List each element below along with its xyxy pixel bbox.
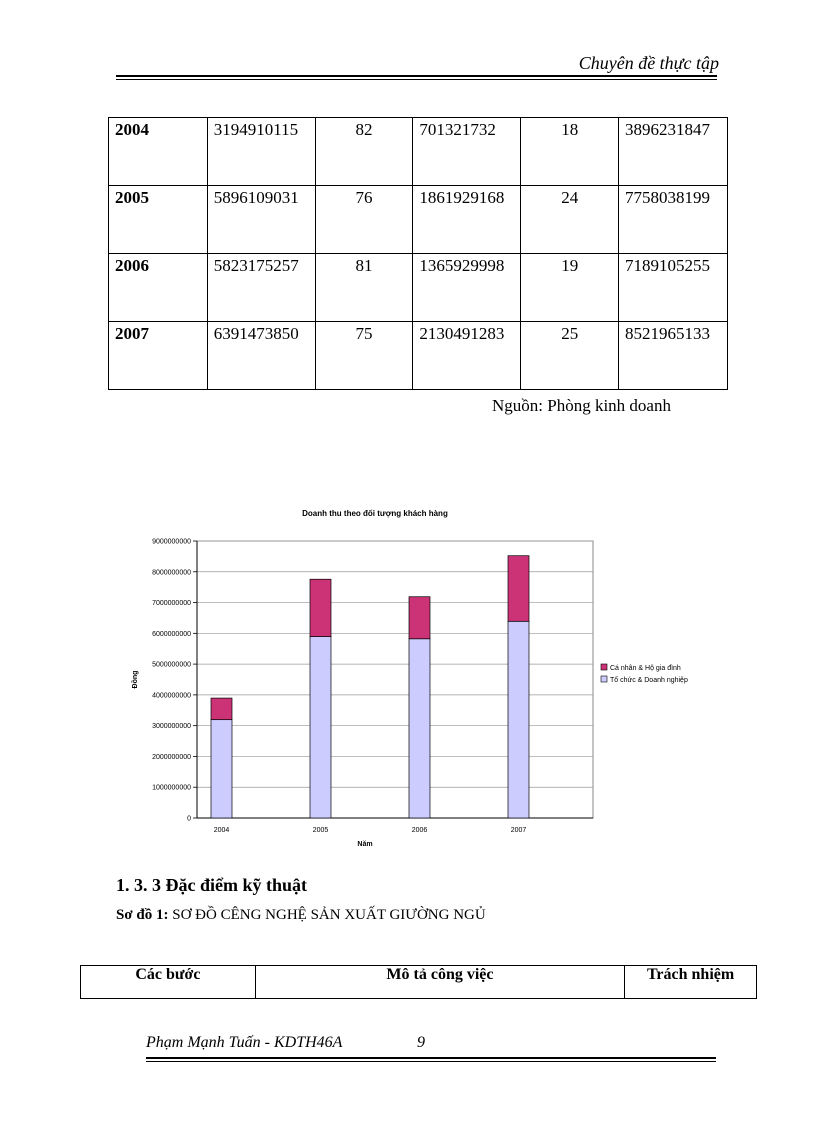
org-value-cell: 6391473850 [207, 322, 315, 390]
y-axis-label: Đồng [132, 670, 139, 689]
org-pct-cell: 75 [315, 322, 413, 390]
y-tick-label: 4000000000 [152, 692, 191, 700]
year-cell: 2006 [109, 254, 208, 322]
bar-organizations [409, 639, 430, 818]
y-tick-label: 8000000000 [152, 569, 191, 577]
legend-swatch [601, 664, 607, 670]
ind-pct-cell: 25 [521, 322, 619, 390]
header-description: Mô tả công việc [255, 966, 624, 999]
y-tick-label: 1000000000 [152, 784, 191, 792]
org-pct-cell: 76 [315, 186, 413, 254]
ind-value-cell: 2130491283 [413, 322, 521, 390]
total-cell: 7758038199 [619, 186, 728, 254]
table-row [109, 254, 728, 322]
steps-table [80, 965, 757, 999]
year-cell: 2004 [109, 118, 208, 186]
bar-individuals [409, 597, 430, 639]
revenue-chart [100, 498, 740, 858]
total-cell: 7189105255 [619, 254, 728, 322]
legend-label: Tổ chức & Doanh nghiệp [610, 677, 688, 684]
x-tick-label: 2006 [411, 827, 428, 834]
ind-value-cell: 1365929998 [413, 254, 521, 322]
y-tick-label: 5000000000 [152, 661, 191, 669]
revenue-table [108, 117, 728, 390]
bar-individuals [508, 556, 529, 622]
bar-organizations [508, 621, 529, 818]
page-header-title: Chuyên đề thực tập [578, 53, 719, 73]
legend-label: Cá nhân & Hộ gia đình [610, 665, 681, 672]
x-tick-label: 2005 [312, 827, 329, 834]
table-source-note: Nguồn: Phòng kinh doanh [492, 396, 671, 415]
bar-organizations [211, 720, 232, 818]
footer-rule-thin [146, 1061, 716, 1062]
ind-value-cell: 701321732 [413, 118, 521, 186]
header-rule-thick [116, 75, 717, 77]
legend-swatch [601, 676, 607, 682]
page-number: 9 [417, 1034, 425, 1051]
y-tick-label: 9000000000 [152, 538, 191, 546]
total-cell: 3896231847 [619, 118, 728, 186]
org-pct-cell: 82 [315, 118, 413, 186]
chart-title: Doanh thu theo đối tượng khách hàng [302, 509, 448, 518]
bar-organizations [310, 637, 331, 818]
total-cell: 8521965133 [619, 322, 728, 390]
section-heading: 1. 3. 3 Đặc điểm kỹ thuật [116, 875, 308, 895]
ind-value-cell: 1861929168 [413, 186, 521, 254]
table-header-row [81, 966, 757, 999]
chart-canvas [100, 498, 740, 858]
footer-author: Phạm Mạnh Tuấn - KDTH46A [146, 1034, 343, 1051]
diagram-title [116, 907, 486, 924]
header-steps: Các bước [81, 966, 256, 999]
org-value-cell: 5823175257 [207, 254, 315, 322]
ind-pct-cell: 18 [521, 118, 619, 186]
year-cell: 2007 [109, 322, 208, 390]
y-tick-label: 0 [187, 815, 191, 823]
org-pct-cell: 81 [315, 254, 413, 322]
bar-individuals [211, 698, 232, 720]
y-tick-label: 3000000000 [152, 723, 191, 731]
header-rule-thin [116, 79, 717, 80]
x-tick-label: 2004 [213, 827, 230, 834]
org-value-cell: 5896109031 [207, 186, 315, 254]
y-tick-label: 2000000000 [152, 753, 191, 761]
y-tick-label: 7000000000 [152, 600, 191, 608]
year-cell: 2005 [109, 186, 208, 254]
y-tick-label: 6000000000 [152, 630, 191, 638]
org-value-cell: 3194910115 [207, 118, 315, 186]
x-axis-label: Năm [357, 841, 373, 848]
table-row [109, 118, 728, 186]
plot-area [197, 541, 593, 818]
bar-individuals [310, 579, 331, 636]
footer-rule-thick [146, 1057, 716, 1059]
header-responsibility: Trách nhiệm [625, 966, 757, 999]
diagram-prefix: Sơ đồ 1: [116, 907, 169, 923]
table-row [109, 322, 728, 390]
x-tick-label: 2007 [510, 827, 527, 834]
ind-pct-cell: 19 [521, 254, 619, 322]
table-row [109, 186, 728, 254]
ind-pct-cell: 24 [521, 186, 619, 254]
diagram-title-text: SƠ ĐỒ CÊNG NGHỆ SẢN XUẤT GIƯỜNG NGỦ [172, 907, 486, 923]
